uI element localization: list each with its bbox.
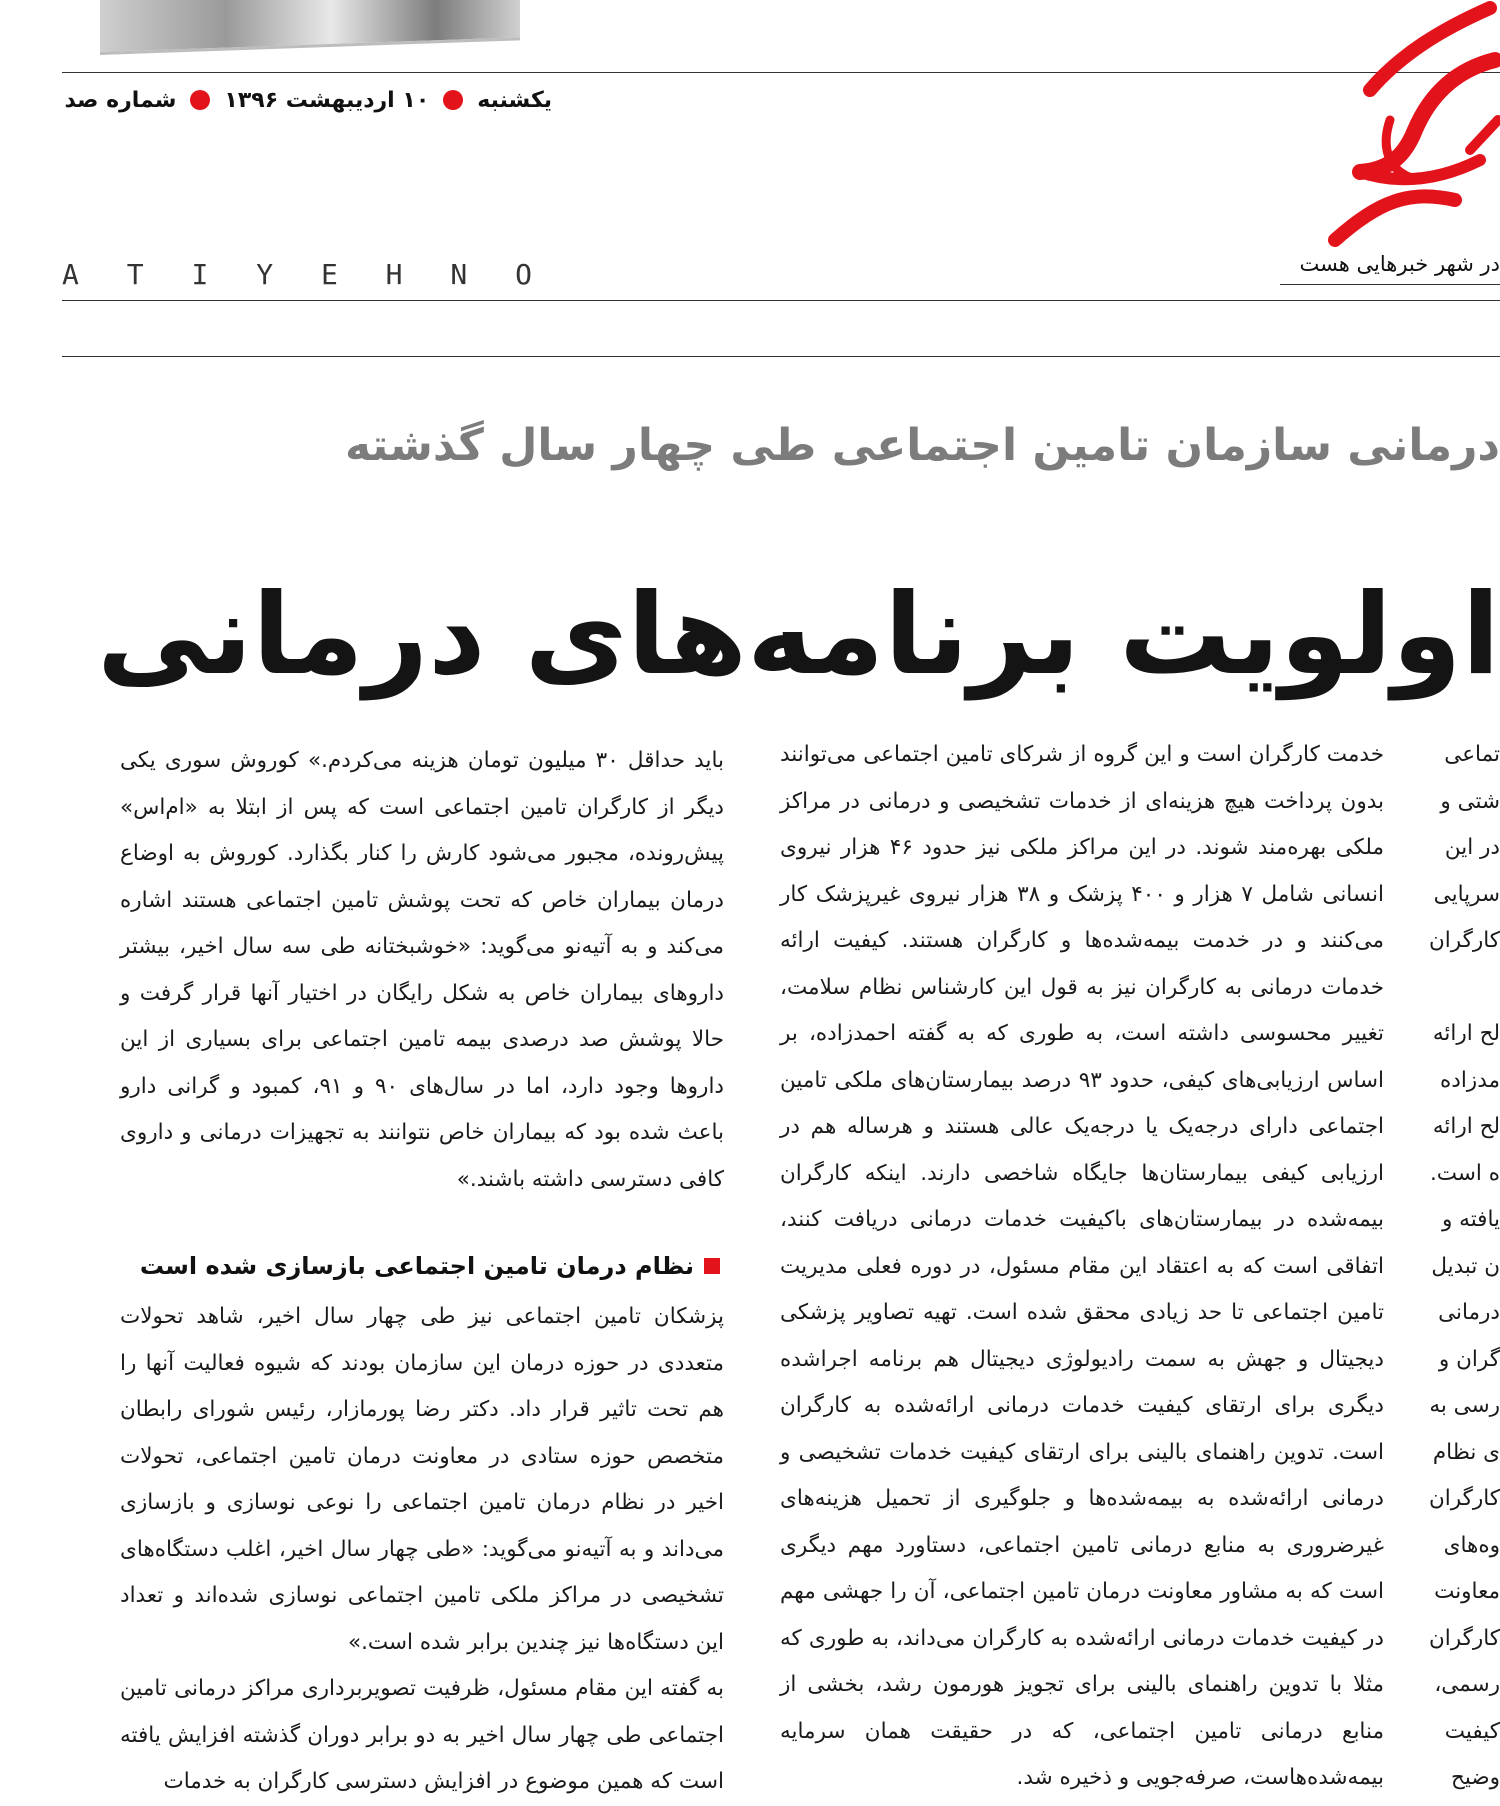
paragraph: پزشکان تامین اجتماعی نیز طی چهار سال اخیر، شاهد تحولات متعددی در حوزه درمان این سازمان بودند که شیوه فعالیت آنها را هم تحت تاثیر قرار داد. دکتر رضا پورمازار، رئیس شورای رابطان متخصص حوزه ستادی در معاونت درمان تامین اجتماعی، تحولات اخیر در نظام درمان تامین اجتماعی را نوعی نوسازی و بازسازی می‌داند و به آتیه‌نو می‌گوید: «طی چهار سال اخیر، اغلب دستگاه‌های تشخیصی در مراکز ملکی تامین اجتماعی نوسازی شده‌اند و تعداد این دستگاه‌ها نیز چندین برابر شده است.» (120, 1304, 724, 1655)
column-fragment: تماعی (1444, 742, 1500, 767)
column-fragment: لح ارائه (1432, 1021, 1500, 1046)
paragraph: به گفته این مقام مسئول، ظرفیت تصویربرداری مراکز درمانی تامین اجتماعی طی چهار سال اخیر به دو برابر دوران گذشته افزایش یافته است که همین موضوع در افزایش دسترسی کارگران به خدمات (120, 1676, 724, 1794)
column-fragment: ه است. (1429, 1160, 1500, 1186)
latin-letter: Y (256, 258, 274, 291)
article-headline: اولویت برنامه‌های درمانی (96, 570, 1500, 700)
column-middle (780, 732, 1384, 1790)
column-fragment: وه‌های (1443, 1532, 1500, 1558)
red-dot-icon (443, 90, 463, 110)
column-fragment: ن تبدیل (1431, 1253, 1500, 1279)
column-fragment (1442, 965, 1500, 1012)
section-subhead (139, 1248, 720, 1284)
section-rule (62, 356, 1500, 357)
dateline-issue: شماره صد (64, 87, 177, 113)
column-fragment: کارگران (1428, 1486, 1500, 1511)
masthead-tagline: در شهر خبرهایی هست (1280, 252, 1500, 285)
masthead-photo (100, 0, 520, 55)
column-fragment: سرپایی (1433, 881, 1500, 907)
column-fragment: وضیح (1450, 1765, 1500, 1790)
latin-letter: O (515, 258, 532, 291)
column-right-cropped (1428, 732, 1500, 1802)
latin-letter: N (450, 258, 468, 291)
column-fragment: گران و (1438, 1346, 1500, 1372)
column-fragment: کارگران (1428, 1625, 1500, 1651)
newspaper-logo (1240, 0, 1500, 270)
article-kicker: درمانی سازمان تامین اجتماعی طی چهار سال گذشته (344, 420, 1500, 471)
latin-letter: I (191, 258, 209, 291)
dateline-day: یکشنبه (477, 87, 552, 113)
column-fragment: رسی به (1429, 1393, 1500, 1418)
latin-letter: A (62, 258, 79, 291)
dateline (62, 80, 552, 120)
latin-wordmark (62, 258, 532, 291)
column-fragment: یافته و (1441, 1207, 1500, 1232)
column-fragment: در این (1444, 835, 1500, 860)
latin-letter: T (126, 258, 144, 291)
column-left-top (120, 738, 724, 1203)
paragraph: باید حداقل ۳۰ میلیون تومان هزینه می‌کردم.» کوروش سوری یکی دیگر از کارگران تامین اجتماعی است که پس از ابتلا به «ام‌اس» پیش‌رونده، مجبور می‌شود کارش را کنار بگذارد. کوروش به اوضاع درمان بیماران خاص که تحت پوشش تامین اجتماعی هستند اشاره می‌کند و به آتیه‌نو می‌گوید: «خوشبختانه طی سه سال اخیر، بیشتر داروهای بیماران خاص به شکل رایگان در اختیار آنها قرار گرفت و حالا پوشش صد درصدی بیمه تامین اجتماعی برای بسیاری از این داروها وجود دارد، اما در سال‌های ۹۰ و ۹۱، کمبود و گرانی دارو باعث شده بود که بیماران خاص نتوانند به تجهیزات درمانی و داروی کافی دسترسی داشته باشند.» (120, 748, 724, 1192)
column-fragment: معاونت (1434, 1579, 1500, 1604)
column-left-bottom (120, 1294, 724, 1794)
column-fragment: مدزاده (1440, 1067, 1500, 1093)
column-fragment: رسمی، (1434, 1672, 1500, 1697)
latin-letter: H (385, 258, 403, 291)
column-fragment: شتی و (1440, 788, 1500, 814)
subhead-text: نظام درمان تامین اجتماعی بازسازی شده است (139, 1252, 694, 1280)
column-fragment: کیفیت (1444, 1718, 1500, 1744)
paragraph: خدمت کارگران است و این گروه از شرکای تامین اجتماعی می‌توانند بدون پرداخت هیچ هزینه‌ای از خدمات تشخیصی و درمانی در مراکز ملکی بهره‌مند شوند. در این مراکز ملکی نیز حدود ۴۶ هزار نیروی انسانی شامل ۷ هزار و ۴۰۰ پزشک و ۳۸ هزار نیروی غیرپزشک کار می‌کنند و در خدمت بیمه‌شده‌ها و کارگران هستند. کیفیت ارائه خدمات درمانی به کارگران نیز به قول این کارشناس نظام سلامت، تغییر محسوسی داشته است، به طوری که به گفته احمدزاده، بر اساس ارزیابی‌های کیفی، حدود ۹۳ درصد بیمارستان‌های ملکی تامین اجتماعی دارای درجه‌یک یا درجه‌یک عالی هستند و هرساله هم در ارزیابی کیفی بیمارستان‌ها جایگاه شاخصی دارند. اینکه کارگران بیمه‌شده در بیمارستان‌های باکیفیت خدمات درمانی دریافت کنند، اتفاقی است که به اعتقاد این مقام مسئول، در دوره فعلی مدیریت تامین اجتماعی تا حد زیادی محقق شده است. تهیه تصاویر پزشکی دیجیتال و جهش به سمت رادیولوژی دیجیتال هم برنامه اجراشده دیگری برای ارتقای کیفیت خدمات درمانی ارائه‌شده به کارگران است. تدوین راهنمای بالینی برای ارتقای کیفیت خدمات تشخیصی و درمانی ارائه‌شده به بیمه‌شده‌ها و جلوگیری از تحمیل هزینه‌های غیرضروری به منابع درمانی تامین اجتماعی، دستاورد مهم دیگری است که به مشاور معاونت درمان تامین اجتماعی، آن را جهشی مهم در کیفیت خدمات درمانی ارائه‌شده به کارگران می‌داند، به طوری که مثلا با تدوین راهنمای بالینی برای تجویز هورمون رشد، بخشی از منابع درمانی تامین اجتماعی، که در حقیقت همان سرمایه بیمه‌شده‌هاست، صرفه‌جویی و ذخیره شد. (780, 742, 1384, 1790)
column-fragment: ی نظام (1432, 1439, 1500, 1465)
column-fragment: درمانی (1438, 1300, 1500, 1325)
dateline-date: ۱۰ اردیبهشت ۱۳۹۶ (224, 87, 430, 113)
latin-letter: E (320, 258, 338, 291)
red-square-icon (704, 1258, 720, 1274)
column-fragment: کارگران (1428, 928, 1500, 953)
column-fragment: لح ارائه (1432, 1114, 1500, 1139)
masthead-rule-bottom (62, 300, 1500, 301)
red-dot-icon (190, 90, 210, 110)
